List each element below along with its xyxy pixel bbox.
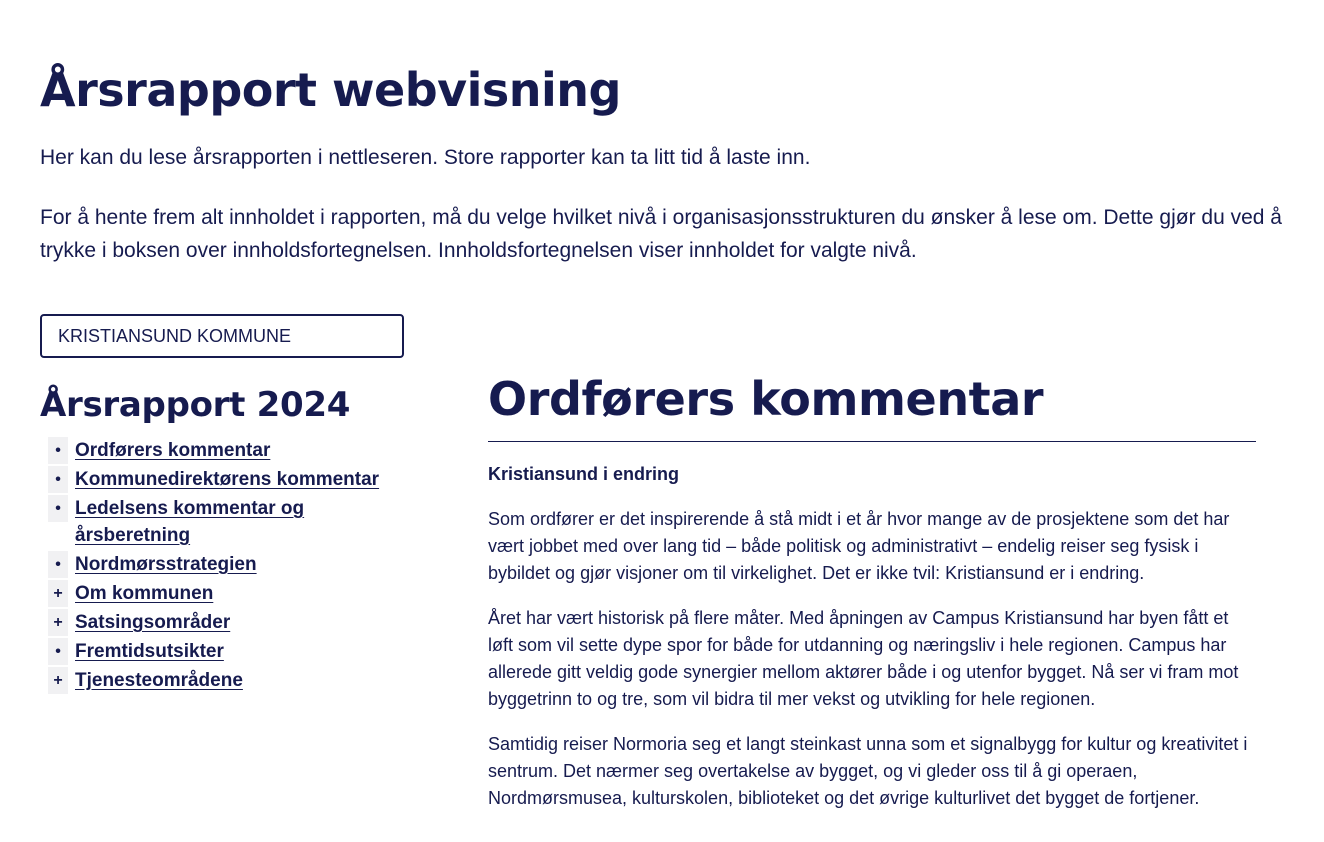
toc-item-fremtidsutsikter [48, 638, 408, 665]
toc-link-fremtidsutsikter[interactable]: Fremtidsutsikter [75, 641, 224, 662]
organization-level-select[interactable] [40, 314, 404, 358]
article-subheading: Kristiansund i endring [488, 464, 680, 484]
toc-item-ledelsens-kommentar [48, 495, 408, 549]
instructions-text: For å hente frem alt innholdet i rapporten, må du velge hvilket nivå i organisasjonsstrukturen du ønsker å lese om. Dette gjør du ved å trykke i boksen over innholdsfortegnelsen. Innholdsfortegnelsen viser innholdet for valgte nivå. [40, 206, 1282, 262]
expand-plus-icon[interactable]: + [48, 667, 68, 694]
toc-link-om-kommunen[interactable]: Om kommunen [75, 583, 214, 604]
toc-link-ordforers-kommentar[interactable]: Ordførers kommentar [75, 440, 271, 461]
article-title: Ordførers kommentar [488, 372, 1044, 426]
article [488, 368, 1256, 812]
bullet-icon: • [48, 437, 68, 464]
toc-item-nordmorsstrategien [48, 551, 408, 578]
toc-item-kommunedirektorens-kommentar [48, 466, 408, 493]
article-paragraph: Samtidig reiser Normoria seg et langt steinkast unna som et signalbygg for kultur og kreativitet i sentrum. Det nærmer seg overtakelse av bygget, og vi gleder oss til å gi operaen, Nordmørsmusea, kulturskolen, biblioteket og det øvrige kulturlivet det bygget de fortjener. [488, 734, 1248, 808]
expand-plus-icon[interactable]: + [48, 609, 68, 636]
expand-plus-icon[interactable]: + [48, 580, 68, 607]
bullet-icon: • [48, 551, 68, 578]
toc-item-satsingsomrader [48, 609, 408, 636]
toc-link-ledelsens-kommentar[interactable]: Ledelsens kommentar og årsberetning [75, 498, 305, 546]
toc-title: Årsrapport 2024 [40, 385, 351, 425]
article-paragraph: Året har vært historisk på flere måter. Med åpningen av Campus Kristiansund har byen fått et løft som vil sette dype spor for både for utdanning og næringsliv i hele regionen. Campus har allerede gitt veldig gode synergier mellom aktører både i og utenfor bygget. Nå ser vi fram mot byggetrinn to og tre, som vil bidra til mer vekst og utvikling for hele regionen. [488, 608, 1239, 709]
article-paragraph: Som ordfører er det inspirerende å stå midt i et år hvor mange av de prosjektene som det har vært jobbet med over lang tid – både politisk og administrativt – endelig reiser seg fysisk i bybildet og gjør visjoner om til virkelighet. Det er ikke tvil: Kristiansund er i endring. [488, 509, 1230, 583]
organization-level-value: KRISTIANSUND KOMMUNE [58, 326, 292, 346]
table-of-contents [48, 437, 408, 696]
bullet-icon: • [48, 638, 68, 665]
toc-item-tjenesteomradene [48, 667, 408, 694]
bullet-icon: • [48, 495, 68, 522]
toc-item-om-kommunen [48, 580, 408, 607]
title-divider [488, 441, 1256, 442]
toc-link-nordmorsstrategien[interactable]: Nordmørsstrategien [75, 554, 257, 575]
page-title: Årsrapport webvisning [40, 63, 621, 117]
toc-link-kommunedirektorens-kommentar[interactable]: Kommunedirektørens kommentar [75, 469, 380, 490]
toc-link-tjenesteomradene[interactable]: Tjenesteområdene [75, 670, 243, 691]
intro-text: Her kan du lese årsrapporten i nettleseren. Store rapporter kan ta litt tid å laste inn. [40, 146, 811, 169]
toc-link-satsingsomrader[interactable]: Satsingsområder [75, 612, 231, 633]
toc-item-ordforers-kommentar [48, 437, 408, 464]
bullet-icon: • [48, 466, 68, 493]
